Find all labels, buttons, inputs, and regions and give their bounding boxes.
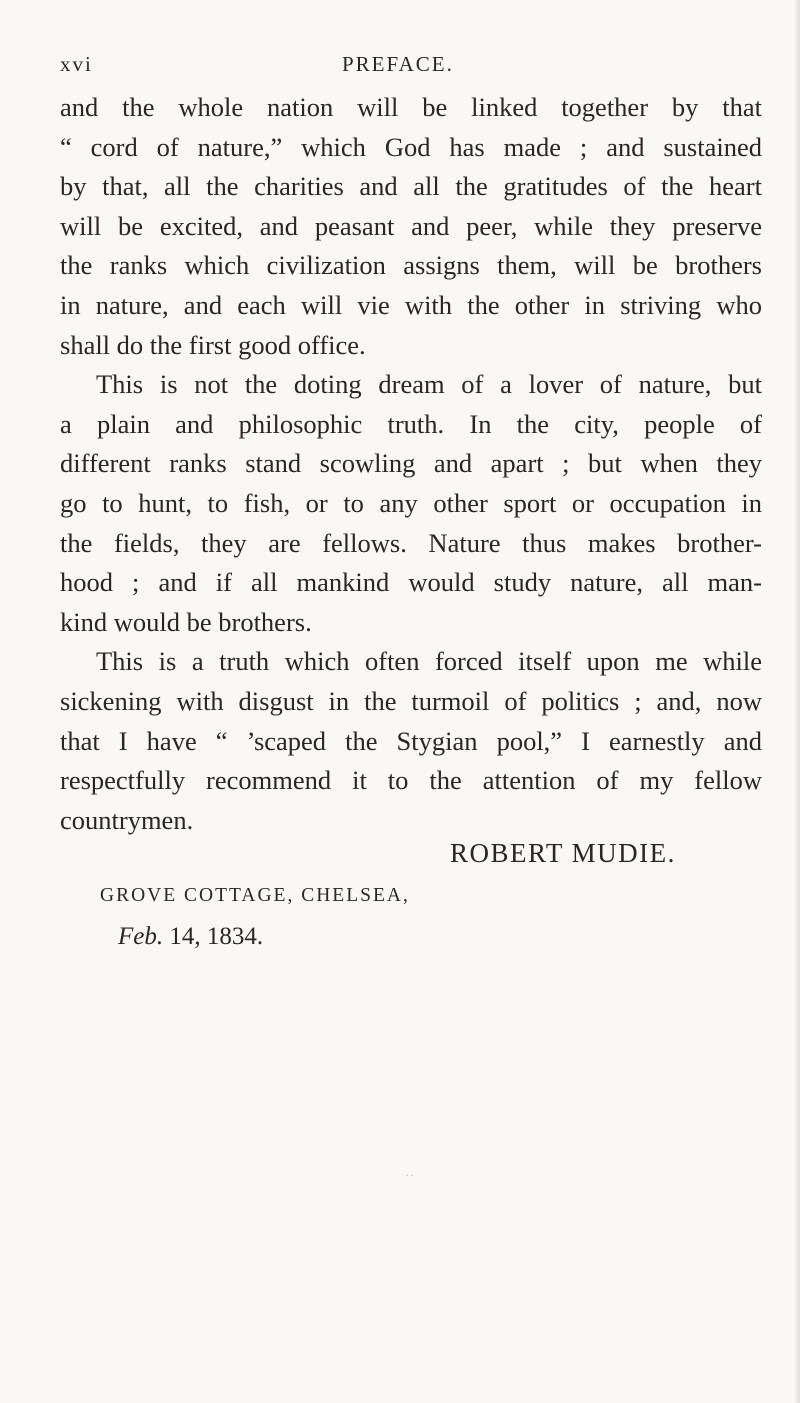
text-line: that I have “ ’scaped the Stygian pool,” I earnestly and [60, 725, 762, 756]
paper-specks: . . [406, 1168, 414, 1179]
date-rest: 14, 1834. [163, 923, 264, 950]
text-line: kind would be brothers. [60, 606, 312, 637]
author-signature: ROBERT MUDIE. [450, 838, 676, 868]
text-line: different ranks stand scowling and apart ; but when they [60, 448, 762, 479]
text-line: This is a truth which often forced itself upon me while [96, 646, 762, 677]
text-line: a plain and philosophic truth. In the city, people of [60, 408, 762, 439]
text-line: sickening with disgust in the turmoil of politics ; and, now [60, 685, 762, 716]
text-line: shall do the first good office. [60, 329, 366, 360]
body-text [60, 88, 762, 840]
running-head [60, 52, 740, 82]
text-line: hood ; and if all mankind would study nature, all man- [60, 567, 762, 598]
page-number: xvi [60, 52, 93, 76]
text-line: in nature, and each will vie with the other in striving who [60, 289, 762, 320]
address-line: GROVE COTTAGE, CHELSEA, [100, 885, 410, 906]
date-month: Feb. [118, 923, 164, 950]
date-line [118, 923, 263, 951]
text-line: respectfully recommend it to the attention of my fellow [60, 765, 762, 796]
text-line: countrymen. [60, 804, 194, 835]
text-line: “ cord of nature,” which God has made ; and sustained [60, 131, 762, 162]
running-title: PREFACE. [342, 52, 454, 76]
text-line: and the whole nation will be linked together by that [60, 92, 762, 122]
text-line: will be excited, and peasant and peer, while they preserve [60, 210, 762, 241]
text-line: go to hunt, to fish, or to any other sport or occupation in [60, 487, 762, 518]
text-line: the ranks which civilization assigns them, will be brothers [60, 250, 762, 281]
text-line: This is not the doting dream of a lover of nature, but [96, 369, 762, 400]
text-line: by that, all the charities and all the gratitudes of the heart [60, 171, 762, 202]
text-line: the fields, they are fellows. Nature thus makes brother- [60, 527, 762, 558]
page-edge-shadow [794, 0, 800, 1403]
